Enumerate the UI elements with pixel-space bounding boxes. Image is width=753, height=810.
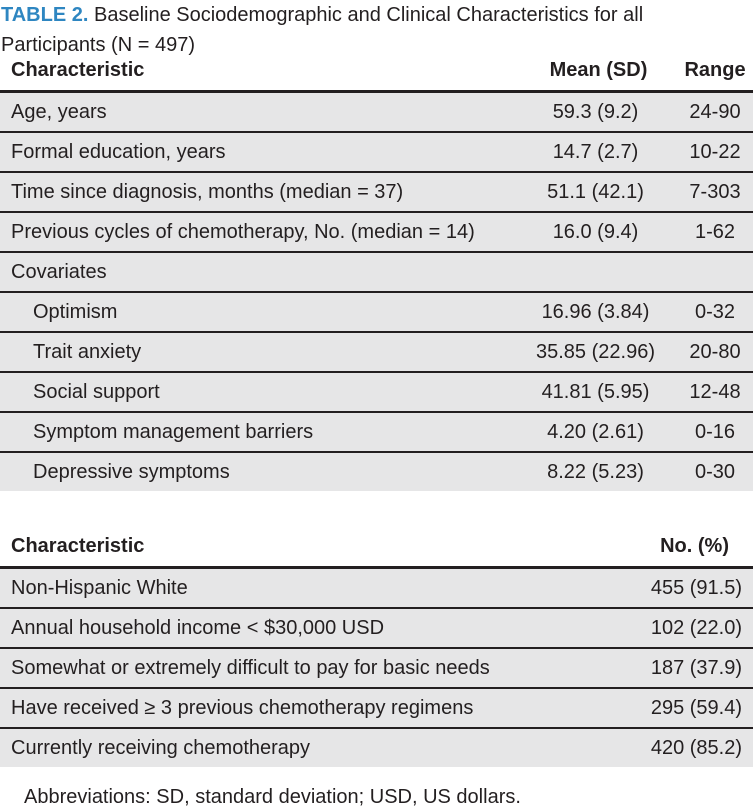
row-mean: 8.22 (5.23) (547, 461, 644, 483)
table-label: TABLE 2. (1, 4, 89, 26)
row-label: Currently receiving chemotherapy (11, 737, 311, 759)
header-characteristic: Characteristic (11, 59, 145, 81)
row-mean: 41.81 (5.95) (541, 381, 650, 403)
table-caption (1, 0, 749, 60)
table-row (0, 609, 753, 649)
row-label: Trait anxiety (33, 341, 142, 363)
clinical-characteristics-table (0, 52, 753, 491)
table-row (0, 453, 753, 491)
row-count-percent: 102 (22.0) (650, 617, 742, 639)
header-mean-sd: Mean (SD) (549, 59, 648, 81)
row-count-percent: 455 (91.5) (650, 577, 742, 599)
row-range: 0-16 (694, 421, 736, 443)
row-label: Previous cycles of chemotherapy, No. (median = 14) (11, 221, 475, 243)
row-label: Somewhat or extremely difficult to pay for basic needs (11, 657, 490, 679)
table-row (0, 173, 753, 213)
row-label: Age, years (11, 101, 107, 123)
row-mean: 51.1 (42.1) (547, 181, 644, 203)
row-label: Time since diagnosis, months (median = 37) (11, 181, 404, 203)
table-row (0, 333, 753, 373)
table-header (0, 52, 753, 93)
row-range: 12-48 (689, 381, 741, 403)
header-count-percent: No. (%) (660, 535, 729, 557)
row-label: Have received ≥ 3 previous chemotherapy regimens (11, 697, 474, 719)
row-mean: 4.20 (2.61) (547, 421, 644, 443)
row-range: 0-30 (694, 461, 736, 483)
row-mean: 16.0 (9.4) (552, 221, 639, 243)
table-row (0, 213, 753, 253)
table-row (0, 293, 753, 333)
table-header (0, 528, 753, 569)
row-count-percent: 420 (85.2) (650, 737, 742, 759)
row-range: 1-62 (694, 221, 736, 243)
row-count-percent: 187 (37.9) (650, 657, 742, 679)
table-row (0, 413, 753, 453)
row-range: 24-90 (689, 101, 741, 123)
table-row (0, 689, 753, 729)
header-range: Range (684, 59, 746, 81)
table-row (0, 373, 753, 413)
table-row (0, 569, 753, 609)
row-range: 10-22 (689, 141, 741, 163)
row-range: 20-80 (689, 341, 741, 363)
row-range: 0-32 (694, 301, 736, 323)
row-range: 7-303 (689, 181, 741, 203)
row-label: Optimism (33, 301, 118, 323)
demographics-table (0, 528, 753, 767)
header-characteristic: Characteristic (11, 535, 145, 557)
row-count-percent: 295 (59.4) (650, 697, 742, 719)
table-title: Baseline Sociodemographic and Clinical Characteristics for all Participants (N = 497) (1, 4, 644, 56)
table-row (0, 649, 753, 689)
table-row (0, 93, 753, 133)
table-row-section (0, 253, 753, 293)
table-footnote: Abbreviations: SD, standard deviation; USD, US dollars. (24, 786, 521, 808)
row-mean: 35.85 (22.96) (536, 341, 655, 363)
row-label: Annual household income < $30,000 USD (11, 617, 385, 639)
row-label: Formal education, years (11, 141, 226, 163)
row-label: Social support (33, 381, 160, 403)
row-mean: 14.7 (2.7) (552, 141, 639, 163)
row-mean: 59.3 (9.2) (552, 101, 639, 123)
row-label: Non-Hispanic White (11, 577, 188, 599)
section-label: Covariates (11, 261, 107, 283)
table-row (0, 133, 753, 173)
row-mean: 16.96 (3.84) (541, 301, 650, 323)
row-label: Depressive symptoms (33, 461, 230, 483)
row-label: Symptom management barriers (33, 421, 314, 443)
table-row (0, 729, 753, 767)
